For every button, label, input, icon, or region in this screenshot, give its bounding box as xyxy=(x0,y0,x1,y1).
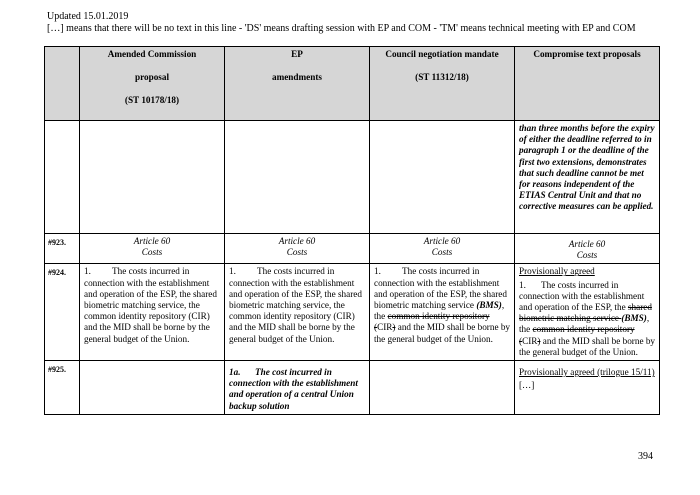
ep-text: 1. The costs incurred in connection with the establishment and operation of the ESP, the shared biometric matching service, the common identity repository (CIR) and the MID shall be borne by the general budget of the Union. xyxy=(225,264,370,361)
page-number: 394 xyxy=(638,451,653,462)
table-row xyxy=(45,121,660,234)
agreement-status: Provisionally agreed (trilogue 15/11) xyxy=(519,367,655,378)
agreement-status: Provisionally agreed xyxy=(519,266,595,277)
compromise-continuation: than three months before the expiry of either the deadline referred to in paragraph 1 or the deadline of the first two extensions, demonstrates that such deadline cannot be met for reasons independent of the ETIAS Central Unit and that no corrective measures can be applied. xyxy=(515,121,660,234)
row-number: #923. xyxy=(45,234,80,264)
ep-amendment: 1a. The cost incurred in connection with the establishment and operation of a central Union backup solution xyxy=(225,361,370,415)
ep-header: EP amendments xyxy=(225,47,370,121)
table-row xyxy=(45,234,660,264)
compromise-text: Provisionally agreed (trilogue 15/11) […] xyxy=(515,361,660,415)
article-heading: Article 60 Costs xyxy=(370,234,515,264)
table-row xyxy=(45,361,660,415)
table-header-row xyxy=(45,47,660,121)
article-heading: Article 60 Costs xyxy=(80,234,225,264)
article-heading: Article 60 Costs xyxy=(225,234,370,264)
commission-text: 1. The costs incurred in connection with the establishment and operation of the ESP, the shared biometric matching service, the common identity repository (CIR) and the MID shall be borne by the general budget of the Union. xyxy=(80,264,225,361)
update-date: Updated 15.01.2019 xyxy=(47,11,129,22)
num-header xyxy=(45,47,80,121)
compromise-table xyxy=(44,46,660,415)
compromise-header: Compromise text proposals xyxy=(515,47,660,121)
row-number: #924. xyxy=(45,264,80,361)
table-row xyxy=(45,264,660,361)
compromise-text: Provisionally agreed 1. The costs incurred in connection with the establishment and operation of the ESP, the shared biometric matching service (BMS), the common identity repository (CIR) and the MID shall be borne by the general budget of the Union. xyxy=(515,264,660,361)
council-header: Council negotiation mandate (ST 11312/18) xyxy=(370,47,515,121)
commission-header: Amended Commission proposal (ST 10178/18) xyxy=(80,47,225,121)
council-text: 1. The costs incurred in connection with the establishment and operation of the ESP, the shared biometric matching service (BMS), the common identity repository (CIR) and the MID shall be borne by the general budget of the Union. xyxy=(370,264,515,361)
article-heading: Article 60 Costs xyxy=(515,234,660,264)
row-number: #925. xyxy=(45,361,80,415)
page-header xyxy=(47,11,636,35)
legend-line: […] means that there will be no text in this line - 'DS' means drafting session with EP and COM - 'TM' means technical meeting with EP and COM xyxy=(47,23,636,34)
